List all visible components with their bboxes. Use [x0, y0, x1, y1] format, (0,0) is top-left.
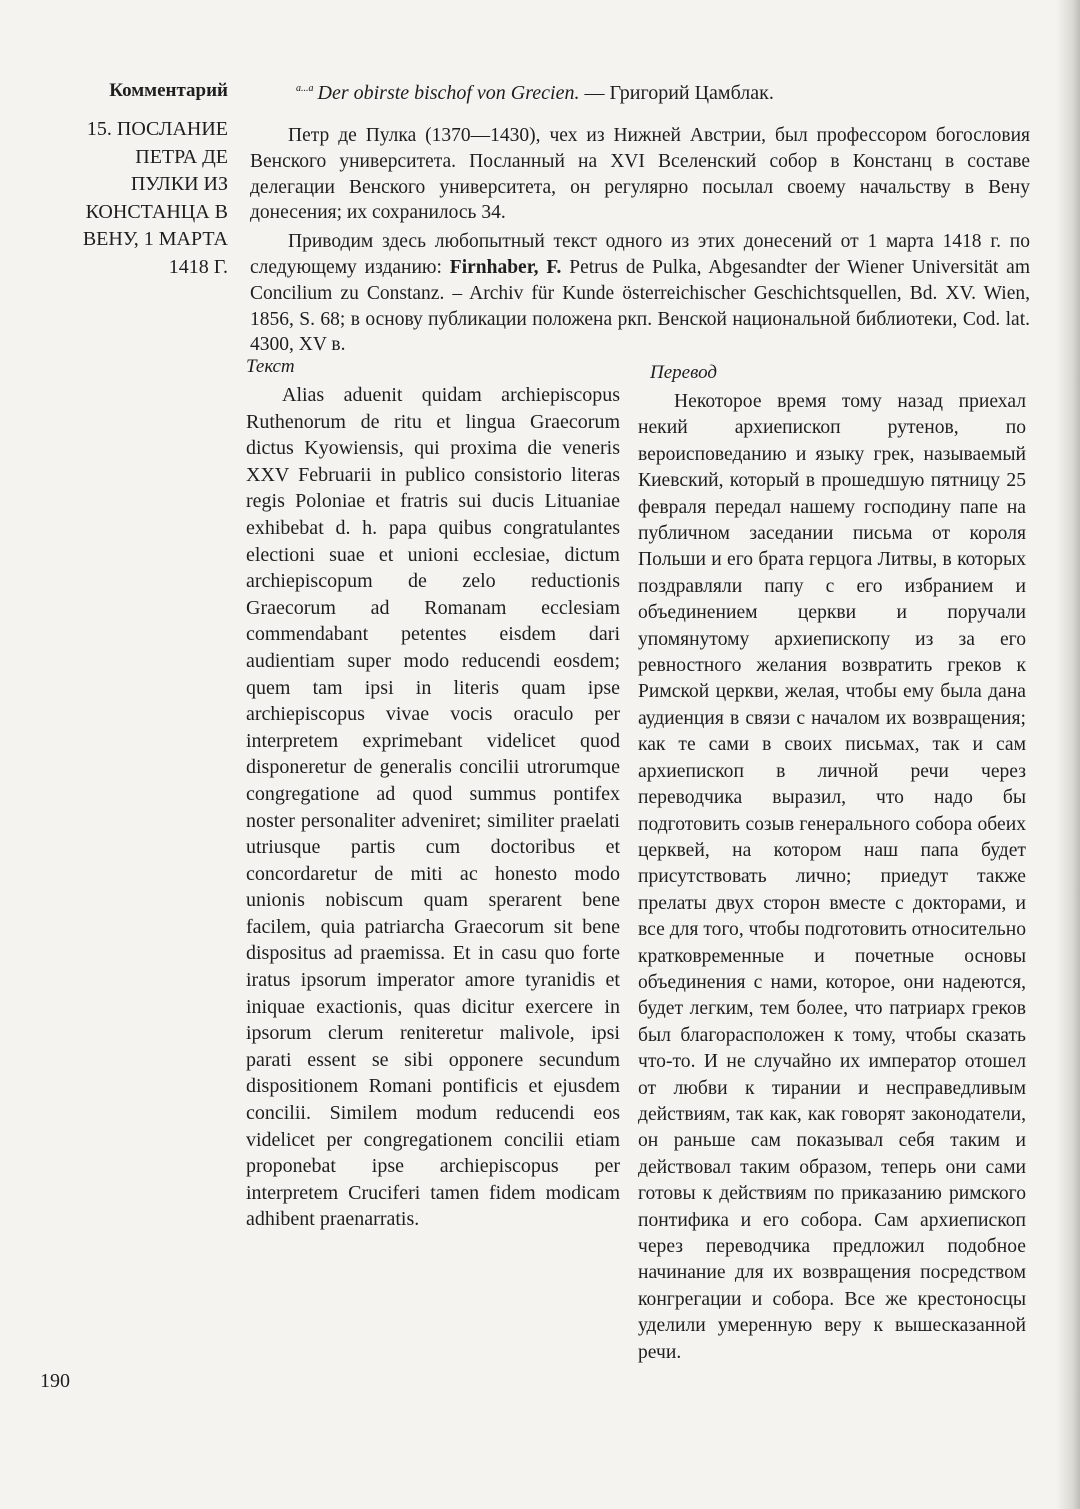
title-line: КОНСТАНЦА В — [85, 200, 228, 223]
footnote — [296, 82, 996, 105]
title-line: 15. ПОСЛАНИЕ — [86, 118, 228, 140]
citation-rest: Petrus de Pulka, Abgesandter der Wiener Universität am Concilium zu Constanz. – Archiv für Kunde österreichischer Geschichtsquellen, Bd. XV. Wien, 1856, S. 68; в основу публикации положена ркп. Венской национальной библиотеки, Cod. lat. 4300, XV в. — [250, 256, 1030, 356]
footnote-rest: — Григорий Цамблак. — [579, 82, 774, 104]
german-quote: Der obirste bischof von Grecien. — [317, 82, 580, 104]
page-edge-shadow — [1056, 0, 1080, 1509]
title-line: ПЕТРА ДЕ — [135, 145, 228, 168]
latin-column-label: Текст — [246, 356, 295, 377]
page-number: 190 — [40, 1370, 70, 1392]
commentary-intro — [250, 123, 1030, 361]
latin-text: Alias aduenit quidam archiepiscopus Ruthenorum de ritu et lingua Graecorum dictus Kyowiensis, qui proxima die veneris XXV Februarii in publico consistorio literas regis Poloniae et fratris sui ducis Lituaniae exhibebat d. h. papa quibus congratulantes electioni suae et unioni ecclesiae, dictum archiepiscopum de zelo reductionis Graecorum ad Romanam ecclesiam commendabant petentes eisdem dari audientiam super modo reducendi eosdem; quem tam ipsi in literis quam ipse archiepiscopus vivae vocis oraculo per interpretem exprimebant videlicet quod disponeretur de generalis concilii utrorumque congregatione ad quod summus pontifex noster personaliter adveniret; similiter praelati utriusque partis cum doctoribus et concordaretur de miti ac honesto modo unionis nobiscum quam sperarent bene facilem, quia patriarcha Graecorum sit bene dispositus ad praemissa. Et in casu quo forte iratus ipsorum imperator amore tyranidis et iniquae exactionis, quas dicitur exercere in ipsorum clerum reniteretur malivole, ipsi parati essent se sibi opponere secundum dispositionem Romani pontificis et ejusdem concilii. Similem modum reducendi eos videlicet per congregationem concilii etiam proponebat ipse archiepiscopus per interpretem Cruciferi tamen fidem modicam adhibent praenarratis. — [246, 384, 620, 1231]
intro-paragraph-citation — [250, 229, 1030, 358]
sidebar-heading: Комментарий — [109, 80, 228, 101]
citation-author: Firnhaber, F. — [449, 256, 562, 278]
title-line: ПУЛКИ ИЗ — [130, 173, 228, 195]
title-line: ВЕНУ, 1 МАРТА — [82, 228, 228, 250]
citation-lead: Приводим здесь любопытный текст одного из этих донесений от 1 марта 1418 г. по следующему изданию: — [250, 231, 1030, 278]
russian-column-label: Перевод — [650, 362, 717, 383]
title-line: 1418 Г. — [168, 255, 228, 278]
document-title — [40, 116, 228, 281]
footnote-marker: a...a — [296, 83, 314, 94]
intro-paragraph: Петр де Пулка (1370—1430), чех из Нижней Австрии, был профессором богословия Венского университета. Посланный на XVI Вселенский собор в Констанц в составе делегации Венского университета, он регулярно посылал своему начальству в Вену донесения; их сохранилось 34. — [250, 125, 1030, 224]
russian-translation: Некоторое время тому назад приехал некий архиепископ рутенов, по вероисповеданию и языку грек, называемый Киевский, который в прошедшую пятницу 25 февраля передал нашему господину папе на публичном заседании письма от короля Польши и его брата герцога Литвы, в которых поздравляли папу с его избранием и объединением церкви и поручали упомянутому архиепископу из за его ревностного желания возвратить греков к Римской церкви, желая, чтобы ему была дана аудиенция в связи с началом их возвращения; как те сами в своих письмах, так и сам архиепископ в личной речи через переводчика выразил, что надо бы подготовить созыв генерального собора обеих церквей, на котором наш папа будет присутствовать лично; приедут также прелаты двух сторон вместе с докторами, и все для того, чтобы подготовить относительно кратковременные и почетные основы объединения с нами, которое, они надеются, будет легким, тем более, что патриарх греков был благорасположен к тому, чтобы сказать что-то. И не случайно их император отошел от любви к тирании и несправедливым действиям, так как, как говорят законодатели, он раньше сам показывал себя таким и действовал таким образом, теперь они сами готовы к действиям по приказанию римского понтифика и его собора. Сам архиепископ через переводчика предложил подобное начинание для их возвращения посредством конгрегации и собора. Все же крестоносцы уделили умеренную веру к вышесказанной речи. — [638, 391, 1026, 1363]
